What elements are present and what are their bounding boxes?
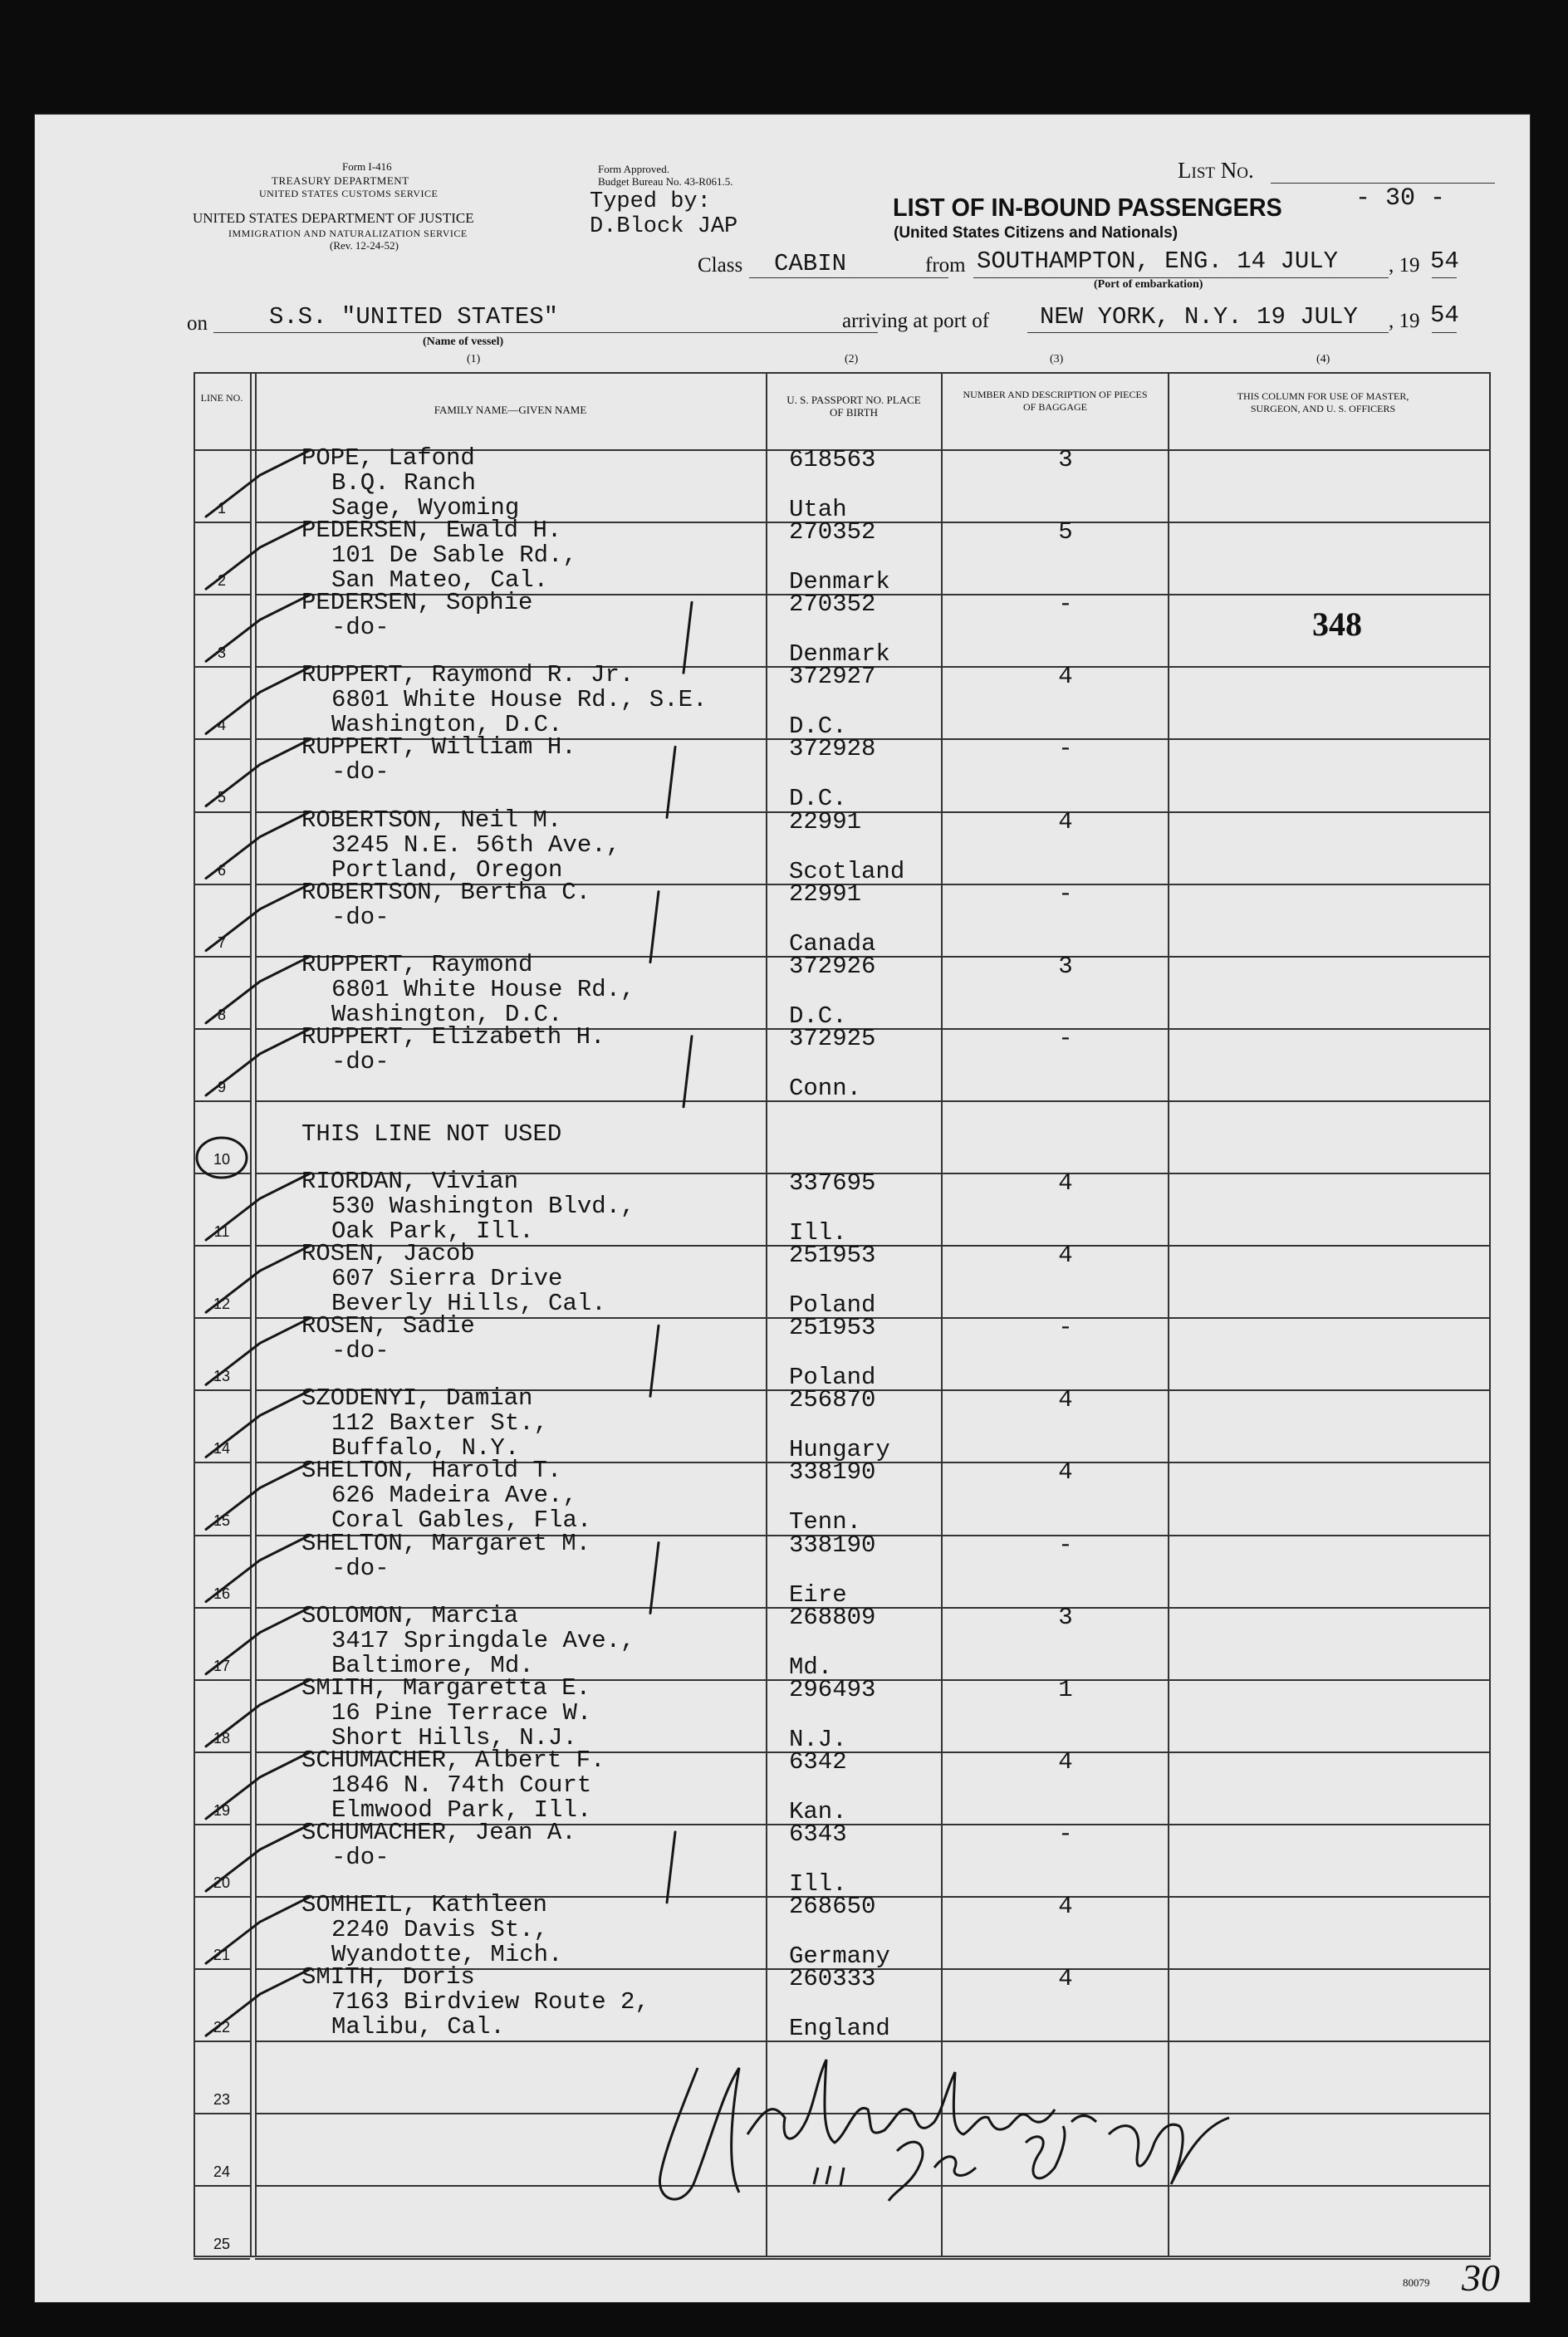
check-mark	[206, 1390, 310, 1457]
baggage-count: -	[1058, 1531, 1073, 1559]
line-number: 16	[213, 1585, 231, 1602]
inspector-signature	[648, 2043, 1279, 2217]
passport-number: 6343	[789, 1820, 847, 1848]
line-number: 23	[213, 2091, 231, 2109]
check-mark	[206, 740, 310, 806]
address-line: -do-	[331, 903, 390, 931]
place-of-birth: Canada	[789, 929, 876, 958]
address-line: -do-	[331, 1337, 390, 1365]
address-line: 3417 Springdale Ave.,	[331, 1626, 635, 1654]
passenger-name: ROBERTSON, Bertha C.	[301, 878, 591, 906]
list-number-value: - 30 -	[1355, 184, 1446, 213]
passport-number: 268650	[789, 1893, 876, 1920]
justice-label: UNITED STATES DEPARTMENT OF JUSTICE	[193, 210, 474, 226]
passport-number: 372928	[789, 735, 876, 763]
embarkation-value: SOUTHAMPTON, ENG. 14 JULY	[977, 247, 1339, 275]
customs-label: UNITED STATES CUSTOMS SERVICE	[259, 188, 439, 199]
tally-stroke	[650, 1543, 659, 1614]
place-of-birth: Kan.	[789, 1797, 847, 1825]
baggage-count: -	[1058, 1024, 1073, 1052]
address-line: -do-	[331, 1047, 390, 1075]
passport-number: 22991	[789, 879, 862, 908]
header-baggage: NUMBER AND DESCRIPTION OF PIECES OF BAGGAGE	[963, 389, 1148, 413]
passport-number: 296493	[789, 1675, 876, 1703]
passenger-name: ROBERTSON, Neil M.	[301, 806, 562, 834]
baggage-count: 4	[1058, 1386, 1073, 1414]
handwritten-check-marks	[194, 372, 1491, 2257]
passport-number: 270352	[789, 518, 876, 546]
line-number: 5	[217, 789, 226, 806]
tally-stroke	[650, 1325, 659, 1396]
address-line: 6801 White House Rd.,	[331, 975, 635, 1003]
check-mark	[206, 1825, 310, 1891]
column-number-2: (2)	[845, 353, 859, 365]
address-line: Short Hills, N.J.	[331, 1723, 577, 1752]
place-of-birth: Poland	[789, 1364, 876, 1392]
signature-text: JW Handwerk 9:15 pm	[1063, 2070, 1140, 2079]
address-line: 607 Sierra Drive	[331, 1265, 563, 1293]
place-of-birth: Utah	[789, 496, 847, 523]
line-number: 11	[213, 1223, 230, 1241]
revision-label: (Rev. 12-24-52)	[330, 239, 399, 252]
place-of-birth: Scotland	[789, 857, 905, 885]
place-of-birth: Germany	[789, 1943, 890, 1970]
passport-number: 251953	[789, 1314, 876, 1342]
baggage-count: 5	[1058, 518, 1073, 546]
place-of-birth: Conn.	[789, 1074, 862, 1102]
place-of-birth: Poland	[789, 1291, 876, 1320]
form-subtitle: (United States Citizens and Nationals)	[894, 224, 1178, 242]
place-of-birth: Denmark	[789, 640, 890, 669]
tally-stroke	[684, 602, 692, 673]
line-number: 12	[213, 1296, 231, 1313]
address-line: Coral Gables, Fla.	[331, 1507, 592, 1535]
check-mark	[206, 1173, 310, 1240]
address-line: -do-	[331, 1554, 390, 1582]
address-line: 2240 Davis St.,	[331, 1916, 549, 1943]
passenger-name: SMITH, Margaretta E.	[301, 1673, 591, 1702]
address-line: -do-	[331, 758, 390, 786]
address-line: Portland, Oregon	[331, 855, 563, 884]
passport-number: 372927	[789, 663, 876, 691]
year-suffix: 54	[1430, 247, 1459, 275]
passport-number: 338190	[789, 1458, 876, 1487]
class-value: CABIN	[774, 250, 847, 277]
passenger-name: PEDERSEN, Ewald H.	[301, 517, 562, 545]
place-of-birth: Ill.	[789, 1219, 847, 1247]
line-number: 4	[217, 717, 226, 734]
column-number-3: (3)	[1050, 353, 1064, 365]
passenger-name: SCHUMACHER, Jean A.	[301, 1818, 576, 1846]
passenger-name: RUPPERT, Elizabeth H.	[301, 1022, 605, 1051]
arriving-label: arriving at port of	[842, 310, 990, 332]
baggage-count: -	[1058, 590, 1073, 619]
line-number: 8	[217, 1006, 226, 1023]
address-line: Beverly Hills, Cal.	[331, 1290, 606, 1318]
column-number-4: (4)	[1316, 353, 1330, 365]
passenger-name: RUPPERT, Raymond R. Jr.	[301, 661, 635, 689]
row-divider	[255, 2258, 1491, 2260]
budget-bureau: Budget Bureau No. 43-R061.5.	[598, 175, 733, 188]
form-title: LIST OF IN-BOUND PASSENGERS	[893, 193, 1282, 222]
address-line: Wyandotte, Mich.	[331, 1941, 563, 1968]
baggage-count: -	[1058, 879, 1073, 908]
check-mark	[206, 1318, 310, 1384]
passenger-name: RIORDAN, Vivian	[301, 1168, 519, 1195]
address-line: 626 Madeira Ave.,	[331, 1482, 577, 1510]
address-line: Washington, D.C.	[331, 1000, 563, 1028]
check-mark	[206, 667, 310, 733]
address-line: 112 Baxter St.,	[331, 1409, 549, 1438]
address-line: 1846 N. 74th Court	[331, 1771, 592, 1799]
baggage-count: -	[1058, 735, 1073, 763]
year-prefix: , 19	[1389, 254, 1420, 277]
passenger-name: ROSEN, Sadie	[301, 1312, 475, 1340]
on-label: on	[187, 312, 208, 335]
vessel-caption: (Name of vessel)	[423, 336, 504, 348]
check-mark	[206, 884, 310, 951]
line-number: 9	[217, 1078, 226, 1095]
check-mark	[206, 1608, 310, 1674]
place-of-birth: D.C.	[789, 1002, 847, 1030]
tally-stroke	[650, 892, 659, 963]
passport-number: 618563	[789, 446, 876, 473]
passenger-name: PEDERSEN, Sophie	[301, 589, 533, 617]
header-passport: U. S. PASSPORT NO. PLACE OF BIRTH	[786, 394, 921, 419]
line-number: 18	[213, 1729, 231, 1747]
address-line: -do-	[331, 614, 390, 642]
tally-stroke	[667, 747, 675, 817]
line-number: 10	[213, 1150, 231, 1168]
line-number: 17	[213, 1657, 231, 1674]
baggage-count: 4	[1058, 663, 1073, 691]
passenger-name: SZODENYI, Damian	[301, 1384, 533, 1413]
check-mark	[206, 1463, 310, 1530]
passport-number: 337695	[789, 1169, 876, 1197]
passport-number: 256870	[789, 1386, 876, 1414]
place-of-birth: Tenn.	[789, 1508, 862, 1536]
baggage-count: 1	[1058, 1675, 1073, 1703]
baggage-count: 4	[1058, 1893, 1073, 1920]
baggage-count: 4	[1058, 1965, 1073, 1993]
address-line: B.Q. Ranch	[331, 469, 477, 497]
arrival-value: NEW YORK, N.Y. 19 JULY	[1040, 303, 1358, 331]
check-mark	[206, 1680, 310, 1747]
form-number: Form I-416	[342, 160, 392, 173]
place-of-birth: Eire	[789, 1580, 847, 1609]
typed-by-label: Typed by:	[590, 189, 711, 214]
check-mark	[206, 595, 310, 661]
baggage-count: 4	[1058, 1242, 1073, 1270]
baggage-count: 4	[1058, 1458, 1073, 1487]
typed-by-value: D.Block JAP	[590, 214, 738, 239]
line-number: 21	[213, 1947, 231, 1964]
line-number: 13	[213, 1368, 231, 1385]
ins-label: IMMIGRATION AND NATURALIZATION SERVICE	[228, 228, 468, 239]
arrival-year-suffix: 54	[1430, 301, 1459, 329]
address-line: 7163 Birdview Route 2,	[331, 1988, 649, 2016]
tally-stroke	[684, 1036, 692, 1107]
line-number: 1	[217, 500, 226, 517]
line-number: 15	[213, 1512, 231, 1530]
address-line: 530 Washington Blvd.,	[331, 1193, 635, 1220]
address-line: 16 Pine Terrace W.	[331, 1698, 592, 1727]
line-number: 22	[213, 2019, 231, 2036]
column-number-1: (1)	[467, 353, 481, 365]
passport-number: 268809	[789, 1603, 876, 1631]
line-number: 2	[217, 572, 226, 590]
passenger-name: POPE, Lafond	[301, 444, 475, 472]
address-line: 101 De Sable Rd.,	[331, 541, 577, 570]
passport-number: 260333	[789, 1965, 876, 1993]
address-line: 6801 White House Rd., S.E.	[331, 686, 708, 714]
place-of-birth: Md.	[789, 1653, 833, 1681]
address-line: Washington, D.C.	[331, 711, 563, 739]
header-officers: THIS COLUMN FOR USE OF MASTER, SURGEON, AND U. S. OFFICERS	[1237, 390, 1409, 414]
address-line: Malibu, Cal.	[331, 2013, 505, 2041]
arrival-year-prefix: , 19	[1389, 310, 1420, 332]
passenger-name: RUPPERT, Raymond	[301, 950, 533, 978]
check-mark	[206, 450, 310, 517]
check-mark	[206, 812, 310, 879]
check-mark	[206, 957, 310, 1023]
passport-number: 270352	[789, 590, 876, 619]
address-line: Buffalo, N.Y.	[331, 1434, 520, 1462]
line-number: 19	[213, 1801, 231, 1819]
line-number: 3	[217, 644, 226, 662]
list-number-label: List No.	[1178, 158, 1254, 183]
check-mark	[206, 1029, 310, 1095]
baggage-count: 4	[1058, 807, 1073, 835]
check-mark	[206, 522, 310, 589]
address-line: Oak Park, Ill.	[331, 1217, 534, 1245]
port-embarkation-caption: (Port of embarkation)	[1094, 278, 1203, 291]
baggage-count: 3	[1058, 952, 1073, 980]
baggage-count: -	[1058, 1820, 1073, 1848]
line-number: 14	[213, 1440, 231, 1458]
check-mark	[206, 1536, 310, 1602]
address-line: Sage, Wyoming	[331, 494, 520, 522]
passenger-name: SMITH, Doris	[301, 1963, 475, 1992]
passport-number: 372926	[789, 952, 876, 980]
class-label: Class	[698, 254, 743, 277]
check-mark	[206, 1969, 310, 2036]
circled-line-number	[197, 1138, 247, 1178]
baggage-count: 4	[1058, 1747, 1073, 1776]
treasury-label: TREASURY DEPARTMENT	[272, 174, 409, 187]
form-code: 80079	[1403, 2276, 1430, 2289]
place-of-birth: Ill.	[789, 1869, 847, 1898]
passenger-name: ROSEN, Jacob	[301, 1240, 475, 1268]
passenger-name: SOMHEIL, Kathleen	[301, 1891, 547, 1918]
passport-number: 338190	[789, 1531, 876, 1559]
check-mark	[206, 1752, 310, 1819]
baggage-count: 3	[1058, 1603, 1073, 1631]
line-number: 25	[213, 2236, 231, 2253]
check-mark	[206, 1897, 310, 1963]
place-of-birth: N.J.	[789, 1725, 847, 1753]
place-of-birth: D.C.	[789, 713, 847, 741]
from-label: from	[925, 254, 966, 277]
header-name: FAMILY NAME—GIVEN NAME	[434, 404, 587, 416]
address-line: -do-	[331, 1843, 390, 1871]
passenger-name: SOLOMON, Marcia	[301, 1601, 519, 1629]
passenger-name: SHELTON, Harold T.	[301, 1457, 562, 1485]
passport-number: 22991	[789, 807, 862, 835]
place-of-birth: D.C.	[789, 785, 847, 813]
passenger-table	[194, 372, 1491, 2257]
address-line: 3245 N.E. 56th Ave.,	[331, 830, 621, 859]
passport-number: 6342	[789, 1747, 847, 1776]
count-stamp: 348	[1312, 605, 1362, 643]
passenger-name: SHELTON, Margaret M.	[301, 1529, 591, 1557]
form-approved: Form Approved.	[598, 163, 669, 175]
passenger-name: SCHUMACHER, Albert F.	[301, 1746, 605, 1774]
vessel-name: S.S. "UNITED STATES"	[269, 303, 559, 331]
line-number: 6	[217, 861, 226, 879]
line-number: 24	[213, 2163, 231, 2181]
place-of-birth: Denmark	[789, 568, 890, 596]
address-line: THIS LINE NOT USED	[301, 1120, 562, 1148]
line-number: 7	[217, 933, 226, 951]
check-mark	[206, 1246, 310, 1312]
header-line-no: LINE NO.	[200, 392, 243, 404]
address-line: Elmwood Park, Ill.	[331, 1796, 592, 1824]
passport-number: 372925	[789, 1024, 876, 1052]
baggage-count: -	[1058, 1314, 1073, 1342]
baggage-count: 3	[1058, 446, 1073, 473]
baggage-count: 4	[1058, 1169, 1073, 1197]
place-of-birth: England	[789, 2015, 890, 2043]
passenger-name: RUPPERT, William H.	[301, 733, 576, 762]
line-number: 20	[213, 1874, 231, 1891]
address-line: San Mateo, Cal.	[331, 566, 549, 595]
address-line: Baltimore, Md.	[331, 1651, 534, 1679]
handwritten-page-number: 30	[1462, 2256, 1500, 2299]
passport-number: 251953	[789, 1242, 876, 1270]
place-of-birth: Hungary	[789, 1436, 890, 1464]
tally-stroke	[667, 1832, 675, 1903]
